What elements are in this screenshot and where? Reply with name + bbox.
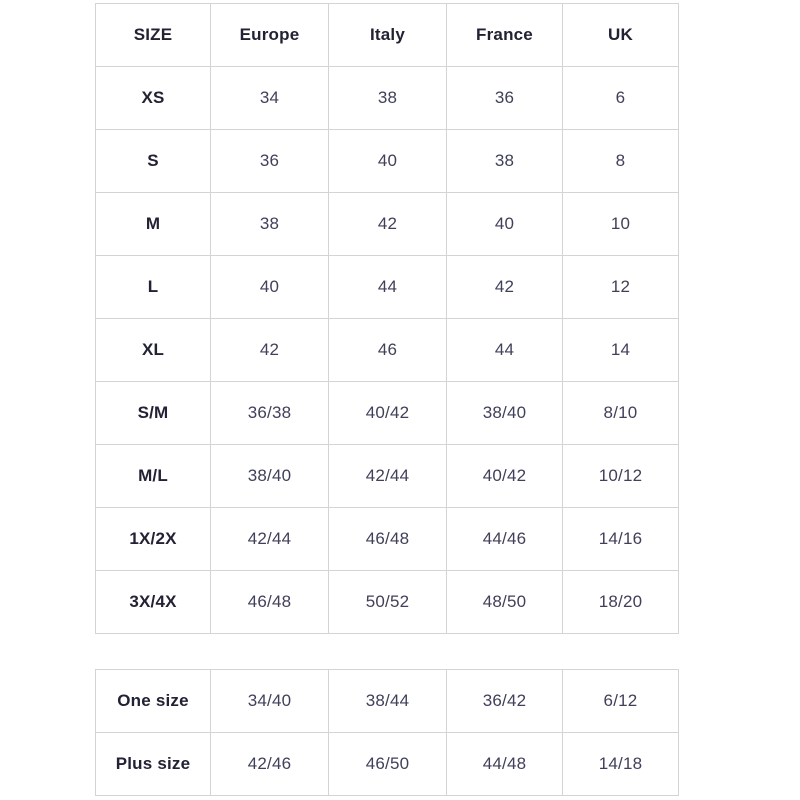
header-cell-italy: Italy [329,4,447,67]
size-value-cell: 14/18 [563,733,679,796]
header-cell-europe: Europe [211,4,329,67]
table-row [96,382,679,445]
size-value-cell: 42 [329,193,447,256]
size-value-cell: 8 [563,130,679,193]
size-value-cell: 12 [563,256,679,319]
special-sizes-table [95,669,679,796]
size-value-cell: 50/52 [329,571,447,634]
size-chart-container [95,3,678,796]
size-value-cell: 10/12 [563,445,679,508]
size-value-cell: 8/10 [563,382,679,445]
table-row [96,670,679,733]
size-value-cell: 34 [211,67,329,130]
size-value-cell: 42/46 [211,733,329,796]
size-value-cell: 38/40 [211,445,329,508]
size-value-cell: 46/48 [211,571,329,634]
header-cell-france: France [447,4,563,67]
size-value-cell: 42/44 [329,445,447,508]
size-value-cell: 36 [447,67,563,130]
header-row [96,4,679,67]
size-value-cell: 40/42 [329,382,447,445]
size-value-cell: 40 [211,256,329,319]
size-value-cell: 38 [329,67,447,130]
size-table-header [96,4,679,67]
table-row [96,130,679,193]
table-row [96,445,679,508]
table-row [96,571,679,634]
size-conversion-table [95,3,679,634]
size-value-cell: 14/16 [563,508,679,571]
size-value-cell: 40 [329,130,447,193]
size-value-cell: 36/42 [447,670,563,733]
header-cell-uk: UK [563,4,679,67]
size-label-cell: Plus size [96,733,211,796]
size-value-cell: 42 [447,256,563,319]
size-label-cell: 1X/2X [96,508,211,571]
size-label-cell: One size [96,670,211,733]
table-row [96,67,679,130]
size-value-cell: 46 [329,319,447,382]
size-value-cell: 38/40 [447,382,563,445]
size-value-cell: 42/44 [211,508,329,571]
table-gap-spacer [95,634,678,669]
size-value-cell: 44/48 [447,733,563,796]
size-value-cell: 6 [563,67,679,130]
header-cell-size: SIZE [96,4,211,67]
size-label-cell: XL [96,319,211,382]
size-label-cell: 3X/4X [96,571,211,634]
special-sizes-body [96,670,679,796]
size-value-cell: 38 [211,193,329,256]
size-value-cell: 44 [329,256,447,319]
size-value-cell: 36 [211,130,329,193]
table-row [96,256,679,319]
size-value-cell: 10 [563,193,679,256]
size-value-cell: 44/46 [447,508,563,571]
table-row [96,319,679,382]
size-value-cell: 36/38 [211,382,329,445]
size-label-cell: M/L [96,445,211,508]
size-table-body [96,67,679,634]
table-row [96,508,679,571]
size-value-cell: 38/44 [329,670,447,733]
size-value-cell: 14 [563,319,679,382]
size-value-cell: 48/50 [447,571,563,634]
size-label-cell: M [96,193,211,256]
size-value-cell: 6/12 [563,670,679,733]
size-value-cell: 18/20 [563,571,679,634]
size-value-cell: 46/48 [329,508,447,571]
size-value-cell: 34/40 [211,670,329,733]
size-value-cell: 38 [447,130,563,193]
size-label-cell: S/M [96,382,211,445]
table-row [96,733,679,796]
size-value-cell: 46/50 [329,733,447,796]
size-value-cell: 40/42 [447,445,563,508]
size-label-cell: XS [96,67,211,130]
size-label-cell: S [96,130,211,193]
size-label-cell: L [96,256,211,319]
size-value-cell: 40 [447,193,563,256]
size-value-cell: 44 [447,319,563,382]
table-row [96,193,679,256]
size-value-cell: 42 [211,319,329,382]
